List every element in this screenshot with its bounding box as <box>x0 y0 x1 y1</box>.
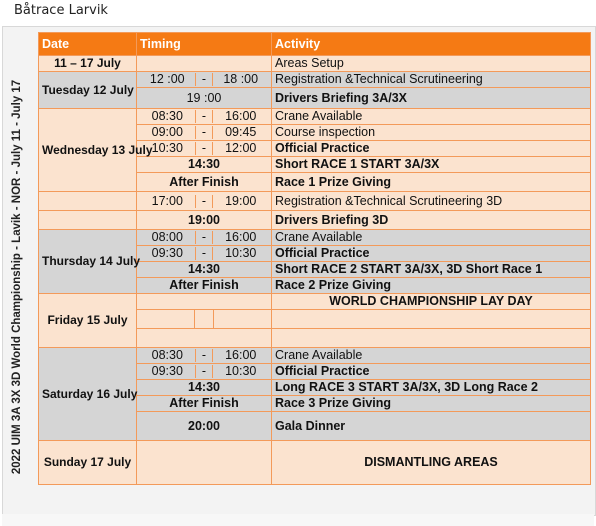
timing-cell <box>137 192 272 211</box>
date-cell <box>39 211 137 230</box>
time-start: 09:30 <box>151 246 183 260</box>
table-row <box>39 211 591 230</box>
activity-cell: Gala Dinner <box>272 412 591 441</box>
header-activity: Activity <box>272 33 591 56</box>
time-end: 16:00 <box>225 348 257 362</box>
activity-cell: Crane Available <box>272 109 591 125</box>
date-cell <box>39 192 137 211</box>
timing-cell <box>137 72 272 88</box>
time-end: 09:45 <box>225 125 257 139</box>
activity-cell <box>272 310 591 329</box>
time-sep: - <box>195 73 214 86</box>
activity-cell: Crane Available <box>272 230 591 246</box>
timing-cell: After Finish <box>137 173 272 192</box>
schedule-table <box>38 32 591 485</box>
side-caption-text: 2022 UIM 3A 3X 3D World Championship - Lavik - NOR - July 11 - July 17 <box>11 79 23 475</box>
activity-cell: Race 1 Prize Giving <box>272 173 591 192</box>
timing-cell: After Finish <box>137 396 272 412</box>
timing-cell <box>137 141 272 157</box>
timing-cell <box>137 364 272 380</box>
table-header-row <box>39 33 591 56</box>
bottom-edge <box>2 514 594 526</box>
date-cell: Friday 15 July <box>39 294 137 348</box>
activity-cell <box>272 329 591 348</box>
activity-cell: Official Practice <box>272 246 591 262</box>
activity-cell: Areas Setup <box>272 56 591 72</box>
table-row <box>39 348 591 364</box>
activity-cell: Crane Available <box>272 348 591 364</box>
window-title: Båtrace Larvik <box>14 3 108 18</box>
table-row <box>39 56 591 72</box>
timing-cell <box>137 56 272 72</box>
date-cell: Thursday 14 July <box>39 230 137 294</box>
activity-cell: WORLD CHAMPIONSHIP LAY DAY <box>272 294 591 310</box>
activity-cell: Official Practice <box>272 364 591 380</box>
date-cell: Wednesday 13 July <box>39 109 137 192</box>
activity-cell: Race 3 Prize Giving <box>272 396 591 412</box>
time-end: 16:00 <box>225 109 257 123</box>
time-sep: - <box>195 110 214 123</box>
timing-cell: 14:30 <box>137 380 272 396</box>
time-sep: - <box>195 349 214 362</box>
date-cell: Saturday 16 July <box>39 348 137 441</box>
timing-cell: 20:00 <box>137 412 272 441</box>
timing-cell <box>137 230 272 246</box>
activity-cell: Official Practice <box>272 141 591 157</box>
date-cell: Sunday 17 July <box>39 441 137 485</box>
activity-cell: Short RACE 1 START 3A/3X <box>272 157 591 173</box>
time-sep: - <box>195 195 214 208</box>
timing-cell <box>137 348 272 364</box>
time-start: 10:30 <box>151 141 183 155</box>
table-row <box>39 72 591 88</box>
activity-cell: Registration &Technical Scrutineering 3D <box>272 192 591 211</box>
timing-cell: 14:30 <box>137 262 272 278</box>
time-start: 08:30 <box>151 109 183 123</box>
activity-cell: Registration &Technical Scrutineering <box>272 72 591 88</box>
table-row <box>39 192 591 211</box>
timing-cell <box>137 246 272 262</box>
time-sep: - <box>195 247 214 260</box>
activity-cell: Course inspection <box>272 125 591 141</box>
time-start: 08:00 <box>151 230 183 244</box>
table-row <box>39 230 591 246</box>
header-timing: Timing <box>137 33 272 56</box>
activity-cell: Short RACE 2 START 3A/3X, 3D Short Race 1 <box>272 262 591 278</box>
table-row <box>39 294 591 310</box>
timing-cell <box>137 329 272 348</box>
activity-cell: Race 2 Prize Giving <box>272 278 591 294</box>
timing-cell: 14:30 <box>137 157 272 173</box>
time-end: 18 :00 <box>223 72 259 86</box>
table-row <box>39 109 591 125</box>
activity-cell: Drivers Briefing 3A/3X <box>272 88 591 109</box>
header-date: Date <box>39 33 137 56</box>
time-start: 09:00 <box>151 125 183 139</box>
side-caption <box>6 46 28 508</box>
time-end: 10:30 <box>225 246 257 260</box>
time-start: 09:30 <box>151 364 183 378</box>
time-end: 12:00 <box>225 141 257 155</box>
activity-cell: DISMANTLING AREAS <box>272 441 591 485</box>
activity-cell: Long RACE 3 START 3A/3X, 3D Long Race 2 <box>272 380 591 396</box>
timing-cell <box>137 441 272 485</box>
time-end: 16:00 <box>225 230 257 244</box>
timing-cell <box>137 125 272 141</box>
time-start: 17:00 <box>151 193 183 208</box>
time-end: 10:30 <box>225 364 257 378</box>
time-start: 08:30 <box>151 348 183 362</box>
date-cell: Tuesday 12 July <box>39 72 137 109</box>
table-row <box>39 441 591 485</box>
timing-cell <box>137 294 272 310</box>
time-sep: - <box>195 142 214 155</box>
timing-cell: 19 :00 <box>137 88 272 109</box>
time-sep: - <box>195 365 214 378</box>
timing-cell: 19:00 <box>137 211 272 230</box>
timing-cell <box>137 310 272 329</box>
time-sep: - <box>195 126 214 139</box>
time-start: 12 :00 <box>149 72 185 86</box>
time-end: 19:00 <box>225 193 257 208</box>
timing-cell <box>137 109 272 125</box>
timing-cell: After Finish <box>137 278 272 294</box>
activity-cell: Drivers Briefing 3D <box>272 211 591 230</box>
date-cell: 11 – 17 July <box>39 56 137 72</box>
time-sep: - <box>195 231 214 244</box>
